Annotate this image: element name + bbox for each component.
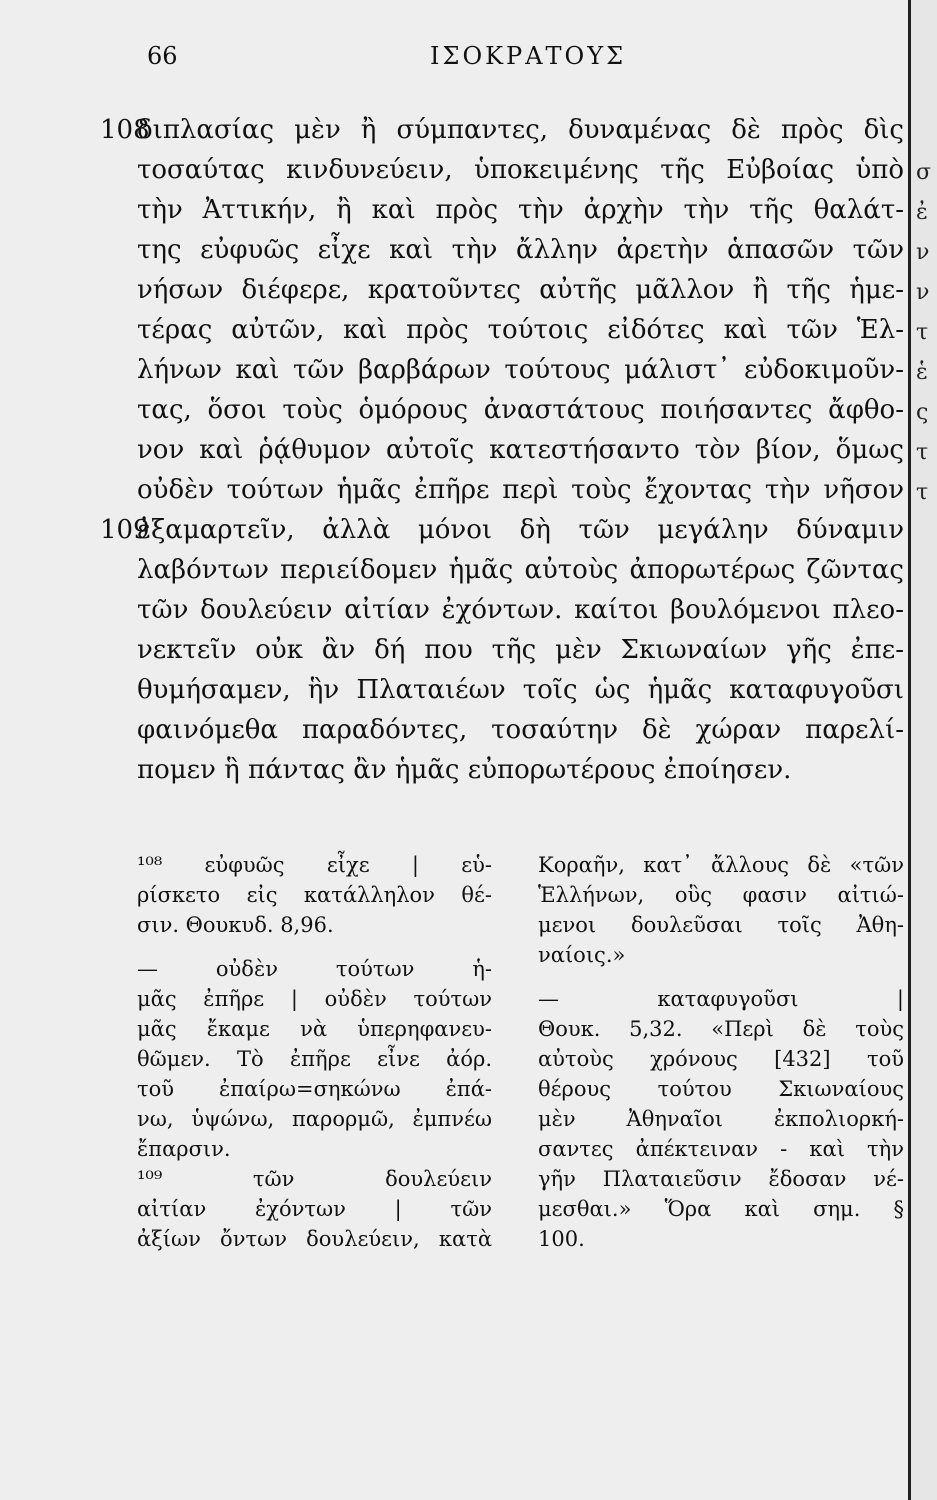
- text-line: λήνων καὶ τῶν βαρβάρων τούτους μάλιστ᾽ εὐδοκιμοῦν-: [137, 355, 904, 385]
- note-line: μενοι δουλεῦσαι τοῖς Ἀθη-: [538, 913, 904, 937]
- text-line: φαινόμεθα παραδόντες, τοσαύτην δὲ χώραν παρελί-: [137, 715, 904, 745]
- text-line: πομεν ἣ πάντας ἂν ἡμᾶς εὐπορωτέρους ἐποίησεν.: [137, 755, 792, 785]
- text-line: τας, ὅσοι τοὺς ὁμόρους ἀναστάτους ποιήσαντες ἄφθο-: [137, 395, 904, 425]
- page-number: 66: [147, 42, 178, 70]
- note-line: — οὐδὲν τούτων ἡ-: [137, 957, 492, 981]
- note-line: ¹⁰⁸ εὐφυῶς εἶχε | εὑ-: [137, 853, 492, 877]
- facing-page-letter: ν: [916, 240, 930, 265]
- text-line: οὐδὲν τούτων ἡμᾶς ἐπῆρε περὶ τοὺς ἔχοντας τὴν νῆσον: [137, 475, 904, 505]
- text-line: νεκτεῖν οὐκ ἂν δή που τῆς μὲν Σκιωναίων γῆς ἐπε-: [137, 635, 904, 665]
- text-line: θυμήσαμεν, ἣν Πλαταιέων τοῖς ὡς ἡμᾶς καταφυγοῦσι: [137, 675, 904, 705]
- facing-page-letter: τ: [916, 440, 929, 465]
- note-line: γῆν Πλαταιεῦσιν ἔδοσαν νέ-: [538, 1167, 904, 1191]
- facing-page-letter: ς: [916, 400, 929, 425]
- note-line: ναίοις.»: [538, 943, 626, 967]
- note-line: νω, ὑψώνω, παρορμῶ, ἐμπνέω: [137, 1107, 492, 1131]
- note-line: αἰτίαν ἐχόντων | τῶν: [137, 1197, 492, 1221]
- note-line: ἔπαρσιν.: [137, 1137, 231, 1161]
- text-line: νήσων διέφερε, κρατοῦντες αὐτῆς μᾶλλον ἢ τῆς ἡμε-: [137, 275, 904, 305]
- note-line: σιν. Θουκυδ. 8,96.: [137, 913, 334, 937]
- facing-page-letter: τ: [916, 480, 929, 505]
- text-line: τὴν Ἀττικήν, ἢ καὶ πρὸς τὴν ἀρχὴν τὴν τῆς θαλάτ-: [137, 195, 904, 225]
- text-line: τέρας αὐτῶν, καὶ πρὸς τούτοις εἰδότες καὶ τῶν Ἑλ-: [137, 315, 904, 345]
- facing-page-letter: ἑ: [916, 360, 928, 385]
- note-line: θῶμεν. Τὸ ἐπῆρε εἶνε ἀόρ.: [137, 1047, 492, 1071]
- footnotes-right-column: [538, 850, 904, 1254]
- text-line: ἐξαμαρτεῖν, ἀλλὰ μόνοι δὴ τῶν μεγάλην δύναμιν: [137, 515, 904, 545]
- note-line: Θουκ. 5,32. «Περὶ δὲ τοὺς: [538, 1017, 904, 1041]
- note-line: ρίσκετο εἰς κατάλληλον θέ-: [137, 883, 492, 907]
- note-line: θέρους τούτου Σκιωναίους: [538, 1077, 904, 1101]
- section-number-109: 109: [100, 515, 150, 545]
- text-line: τοσαύτας κινδυνεύειν, ὑποκειμένης τῆς Εὐβοίας ὑπὸ: [137, 155, 904, 185]
- note-line: μεσθαι.» Ὅρα καὶ σημ. §: [538, 1197, 904, 1221]
- text-line: τῶν δουλεύειν αἰτίαν ἐχόντων. καίτοι βουλόμενοι πλεο-: [137, 595, 904, 625]
- footnotes-left-column: [137, 850, 492, 1254]
- note-line: — καταφυγοῦσι |: [538, 987, 904, 1011]
- facing-page-letter: ν: [916, 280, 930, 305]
- facing-page-letter: ἐ: [916, 200, 928, 225]
- facing-page-edge: [908, 0, 937, 1500]
- text-line: διπλασίας μὲν ἢ σύμπαντες, δυναμένας δὲ πρὸς δὶς: [137, 115, 904, 145]
- note-line: Ἑλλήνων, οὓς φασιν αἰτιώ-: [538, 883, 904, 907]
- note-line: 100.: [538, 1227, 585, 1251]
- note-line: μᾶς ἔκαμε νὰ ὑπερηφανευ-: [137, 1017, 492, 1041]
- section-number-108: 108: [100, 115, 150, 145]
- note-line: ἀξίων ὄντων δουλεύειν, κατὰ: [137, 1227, 492, 1251]
- note-line: αὐτοὺς χρόνους [432] τοῦ: [538, 1047, 904, 1071]
- note-line: ¹⁰⁹ τῶν δουλεύειν: [137, 1167, 492, 1191]
- running-title: ΙΣΟΚΡΑΤΟΥΣ: [430, 42, 627, 70]
- note-line: μὲν Ἀθηναῖοι ἐκπολιορκή-: [538, 1107, 904, 1131]
- text-line: της εὐφυῶς εἶχε καὶ τὴν ἄλλην ἀρετὴν ἁπασῶν τῶν: [137, 235, 904, 265]
- note-line: μᾶς ἐπῆρε | οὐδὲν τούτων: [137, 987, 492, 1011]
- note-line: σαντες ἀπέκτειναν - καὶ τὴν: [538, 1137, 904, 1161]
- note-line: τοῦ ἐπαίρω=σηκώνω ἐπά-: [137, 1077, 492, 1101]
- text-line: νον καὶ ῥᾴθυμον αὐτοῖς κατεστήσαντο τὸν βίον, ὅμως: [137, 435, 904, 465]
- note-line: Κοραῆν, κατ᾽ ἄλλους δὲ «τῶν: [538, 853, 904, 877]
- page-header: [0, 42, 910, 82]
- text-line: λαβόντων περιείδομεν ἡμᾶς αὐτοὺς ἀπορωτέρως ζῶντας: [137, 555, 904, 585]
- facing-page-letter: τ: [916, 320, 929, 345]
- facing-page-letter: σ: [916, 160, 932, 185]
